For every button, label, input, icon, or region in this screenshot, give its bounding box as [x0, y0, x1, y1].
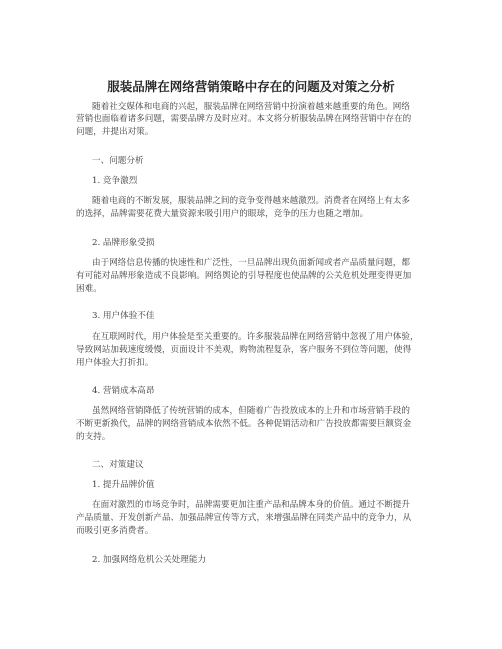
item5-line-1: 在面对激烈的市场竞争时，品牌需要更加注重产品和品牌本身的价值。通过不断提升	[92, 500, 410, 510]
item-heading-brand-value: 1. 提升品牌价值	[92, 480, 155, 490]
item4-line-1: 虽然网络营销降低了传统营销的成本，但随着广告投放成本的上升和市场营销手段的	[92, 406, 410, 416]
intro-line-1: 随着社交媒体和电商的兴起，服装品牌在网络营销中扮演着越来越重要的角色。网络	[92, 102, 410, 112]
intro-line-3: 问题，并提出对策。	[76, 127, 154, 137]
item-heading-user-experience: 3. 用户体验不佳	[92, 311, 155, 321]
item3-line-1: 在互联网时代，用户体验是至关重要的。许多服装品牌在网络营销中忽视了用户体验，	[92, 332, 419, 342]
item3-line-2: 导致网站加载速度缓慢，页面设计不美观，购物流程复杂，客户服务不到位等问题，使得	[76, 345, 412, 355]
item2-line-2: 有可能对品牌形象造成不良影响。网络舆论的引导程度也使品牌的公关危机处理变得更加	[76, 271, 412, 281]
item-heading-brand-image: 2. 品牌形象受损	[92, 238, 155, 248]
section-heading-suggestions: 二、对策建议	[92, 460, 144, 470]
document-title: 服装品牌在网络营销策略中存在的问题及对策之分析	[107, 79, 395, 94]
item4-line-2: 不断更新换代，品牌的网络营销成本依然不低。各种促销活动和广告投放都需要巨额资金	[76, 419, 412, 429]
item5-line-2: 产品质量、开发创新产品、加强品牌宣传等方式，来增强品牌在同类产品中的竞争力，从	[76, 513, 412, 523]
section-heading-problems: 一、问题分析	[92, 156, 144, 166]
item1-line-1: 随着电商的不断发展，服装品牌之间的竞争变得越来越激烈。消费者在网络上有太多	[92, 196, 410, 206]
item2-line-1: 由于网络信息传播的快速性和广泛性，一旦品牌出现负面新闻或者产品质量问题，都	[92, 258, 410, 268]
item1-line-2: 的选择，品牌需要花费大量资源来吸引用户的眼球，竞争的压力也随之增加。	[76, 209, 369, 219]
item-heading-competition: 1. 竞争激烈	[92, 176, 138, 186]
item2-line-3: 困难。	[76, 284, 102, 294]
item-heading-crisis-pr: 2. 加强网络危机公关处理能力	[92, 555, 207, 565]
item5-line-3: 而吸引更多消费者。	[76, 526, 154, 536]
item3-line-3: 用户体验大打折扣。	[76, 358, 154, 368]
item-heading-marketing-cost: 4. 营销成本高昂	[92, 386, 155, 396]
intro-line-2: 营销也面临着诸多问题，需要品牌方及时应对。本文将分析服装品牌在网络营销中存在的	[76, 114, 412, 124]
item4-line-3: 的支持。	[76, 432, 111, 442]
